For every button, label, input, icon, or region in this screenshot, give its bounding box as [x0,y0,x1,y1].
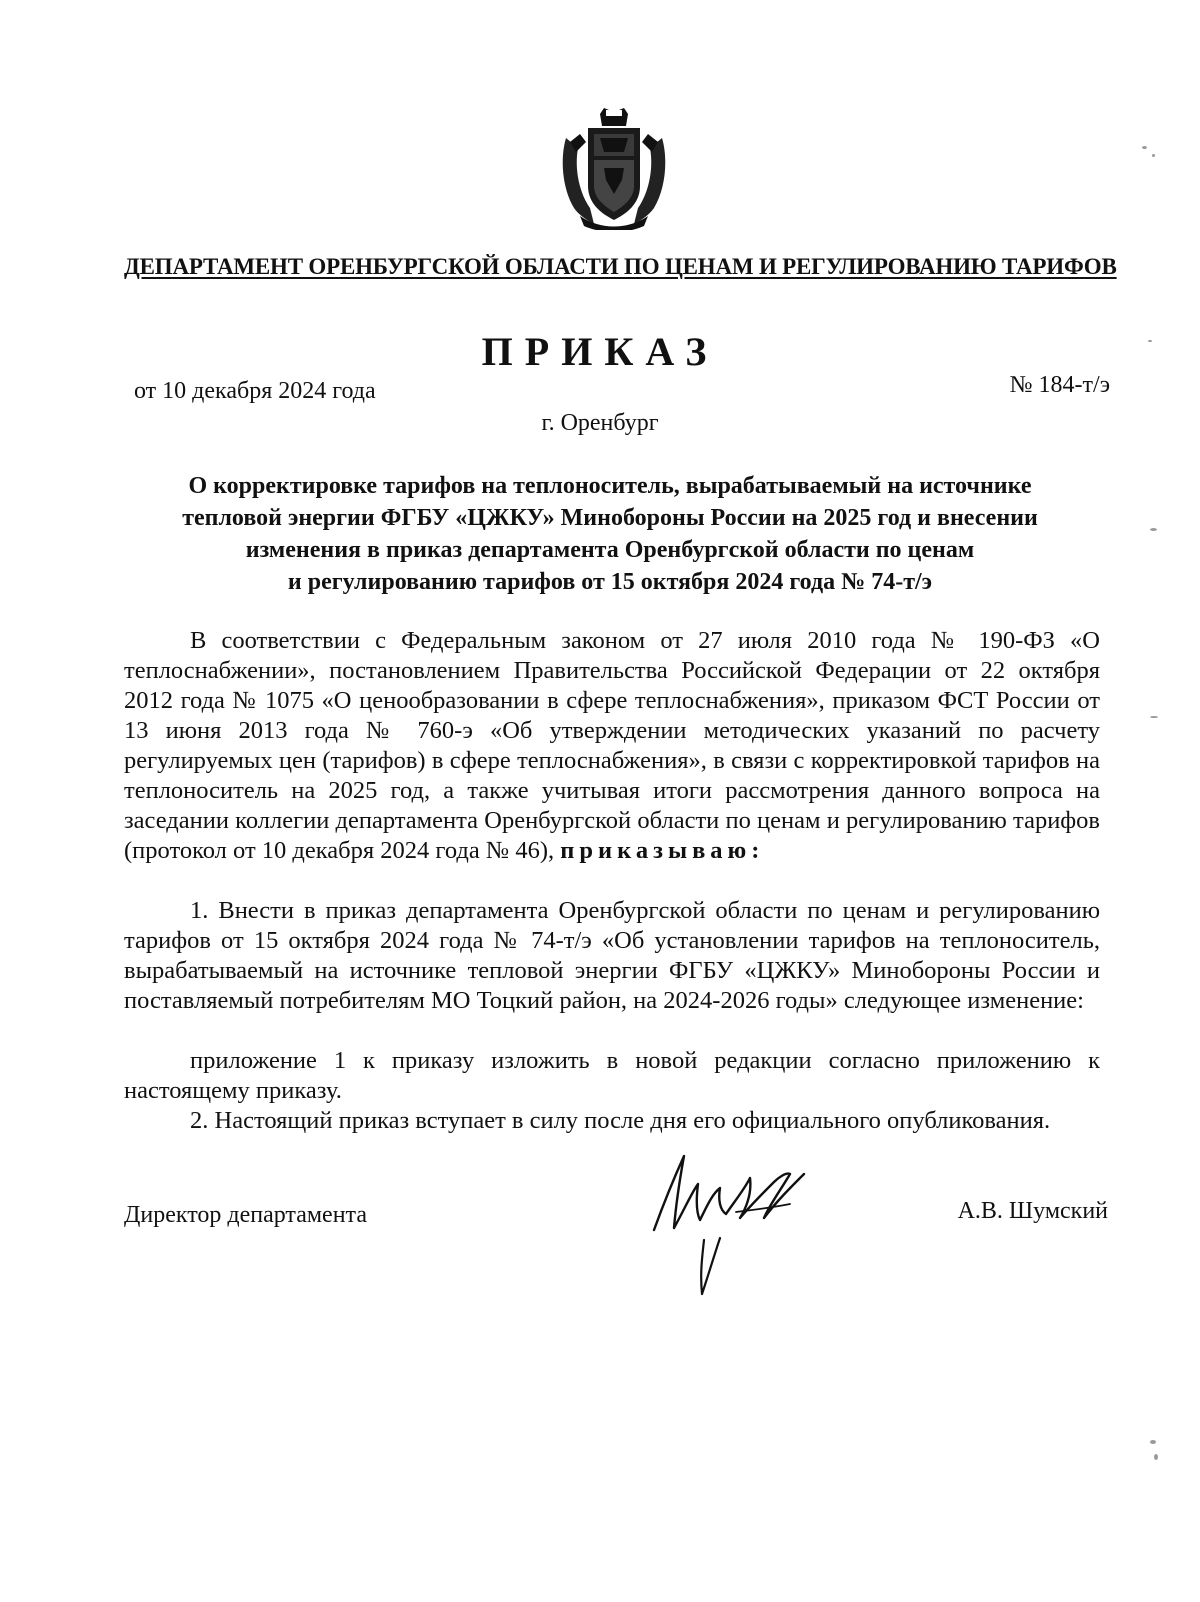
preamble-text: В соответствии с Федеральным законом от 27 июля 2010 года № 190-ФЗ «О теплоснабжении», постановлением Правительства Российской Федерации от 22 октября 2012 года № 1075 «О ценообразовании в сфере теплоснабжения», приказом ФСТ России от 13 июня 2013 года № 760-э «Об утверждении методических указаний по расчету регулируемых цен (тарифов) в сфере теплоснабжения», в связи с корректировкой тарифов на теплоноситель на 2025 год, а также учитывая итоги рассмотрения данного вопроса на заседании коллегии департамента Оренбургской области по ценам и регулированию тарифов (протокол от 10 декабря 2024 года № 46), [124,627,1100,864]
order-number: № 184-т/э [1009,372,1110,398]
scan-speck [1152,154,1155,157]
signer-position: Директор департамента [124,1202,367,1228]
coat-of-arms-icon [560,108,668,230]
order-title: ПРИКАЗ [481,329,719,374]
order-date: от 10 декабря 2024 года [134,378,376,404]
signer-name: А.В. Шумский [957,1198,1108,1224]
scan-speck [1142,146,1147,149]
heading-line: тепловой энергии ФГБУ «ЦЖКУ» Минобороны России на 2025 год и внесении [182,505,1038,531]
department-name: ДЕПАРТАМЕНТ ОРЕНБУРГСКОЙ ОБЛАСТИ ПО ЦЕНАМ И РЕГУЛИРОВАНИЮ ТАРИФОВ [124,254,1117,279]
scan-speck [1150,1440,1156,1444]
handwritten-signature [640,1148,840,1298]
scan-speck [1154,1454,1158,1460]
item-1-paragraph: 1. Внести в приказ департамента Оренбургской области по ценам и регулированию тарифов от 15 октября 2024 года № 74-т/э «Об установлении тарифов на теплоноситель, вырабатываемый на источнике тепловой энергии ФГБУ «ЦЖКУ» Минобороны России и поставляемый потребителям МО Тоцкий район, на 2024-2026 годы» следующее изменение: [124,897,1100,1014]
decree-word: приказываю: [560,837,765,864]
scan-speck [1150,716,1158,718]
order-city: г. Оренбург [541,410,659,436]
item-2-paragraph: 2. Настоящий приказ вступает в силу после дня его официального опубликования. [190,1107,1051,1134]
item-1-detail-paragraph: приложение 1 к приказу изложить в новой редакции согласно приложению к настоящему приказу. [124,1047,1100,1104]
heading-line: О корректировке тарифов на теплоноситель, вырабатываемый на источнике [188,473,1032,499]
scan-speck [1148,340,1152,342]
scan-speck [1150,528,1157,531]
heading-line: изменения в приказ департамента Оренбургской области по ценам [245,537,975,563]
order-heading [120,470,1100,598]
preamble-paragraph [124,626,1100,866]
heading-line: и регулированию тарифов от 15 октября 2024 года № 74-т/э [287,569,933,595]
